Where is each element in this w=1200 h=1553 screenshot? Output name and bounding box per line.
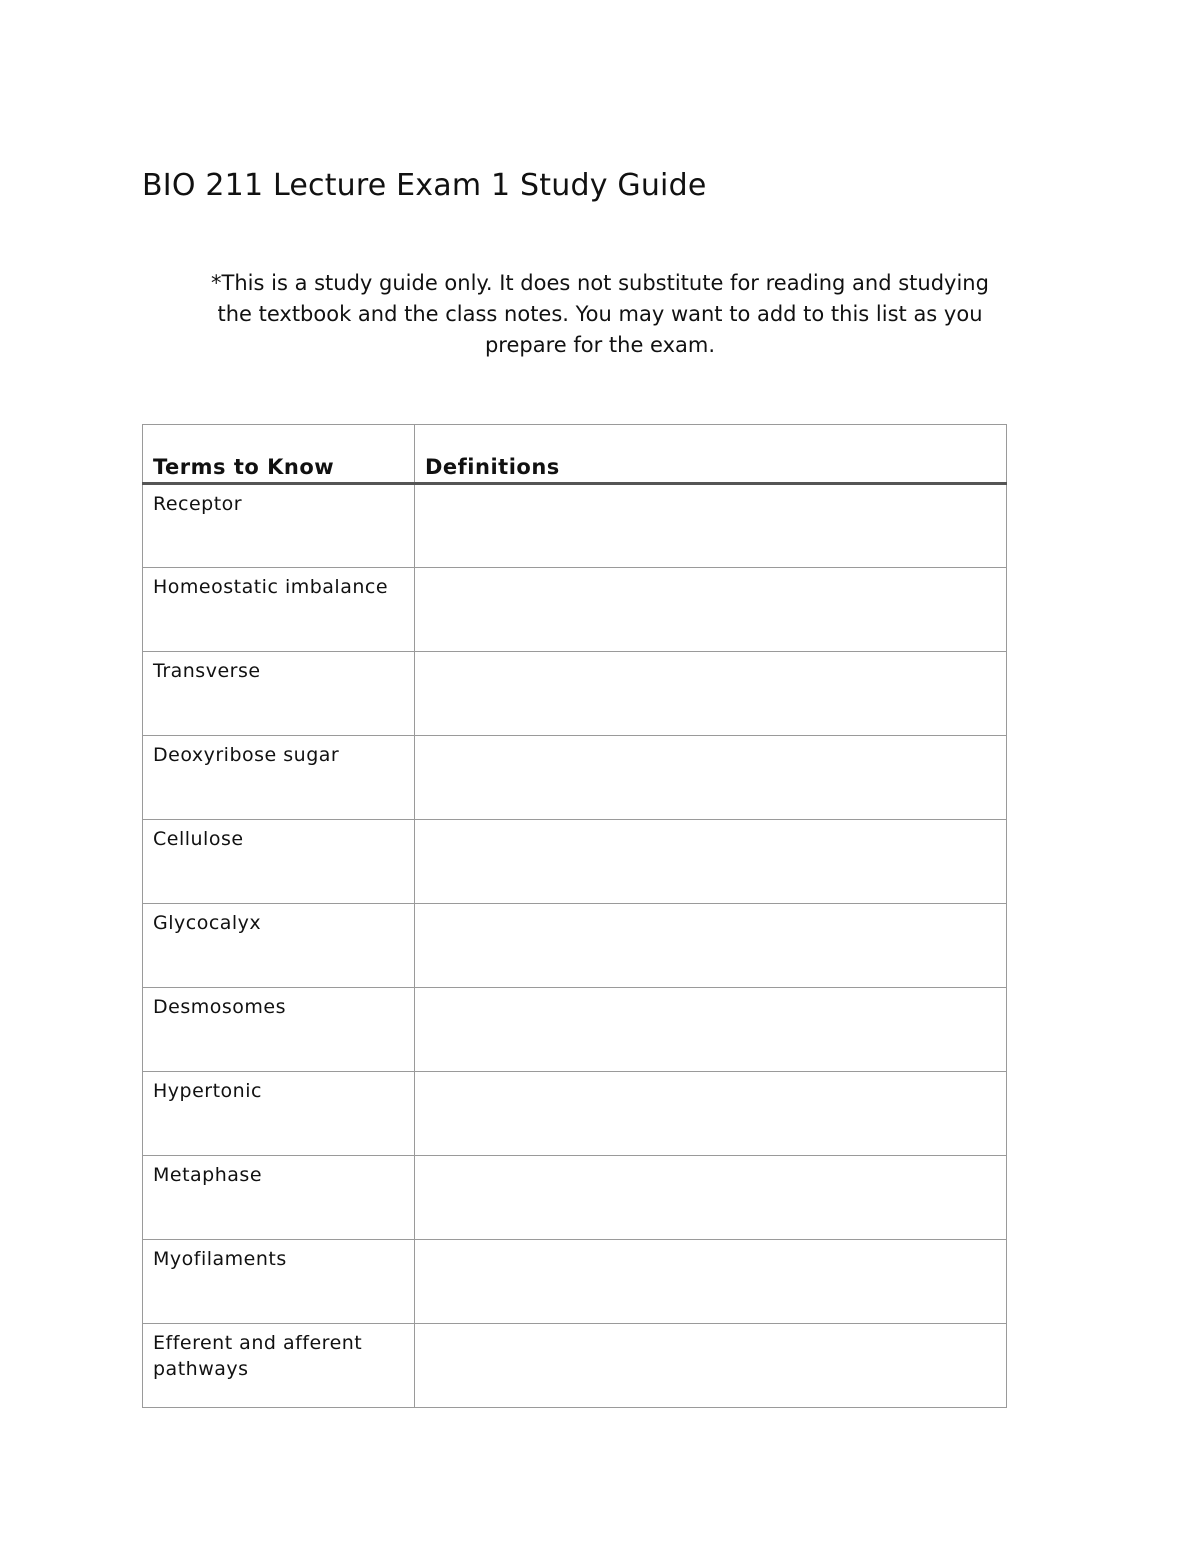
header-definitions: Definitions <box>415 425 1007 484</box>
table-row <box>143 1156 1007 1240</box>
table-row <box>143 1324 1007 1408</box>
term-cell: Efferent and afferent pathways <box>143 1324 415 1408</box>
definition-cell[interactable] <box>415 736 1007 820</box>
definition-cell[interactable] <box>415 1240 1007 1324</box>
table-row <box>143 568 1007 652</box>
term-cell: Metaphase <box>143 1156 415 1240</box>
page-title: BIO 211 Lecture Exam 1 Study Guide <box>142 168 707 203</box>
definition-cell[interactable] <box>415 652 1007 736</box>
definition-cell[interactable] <box>415 1072 1007 1156</box>
table-row <box>143 820 1007 904</box>
intro-line-3: prepare for the exam. <box>484 333 716 357</box>
table-row <box>143 904 1007 988</box>
definition-cell[interactable] <box>415 484 1007 568</box>
table-row <box>143 988 1007 1072</box>
term-cell: Deoxyribose sugar <box>143 736 415 820</box>
definition-cell[interactable] <box>415 1156 1007 1240</box>
header-terms: Terms to Know <box>143 425 415 484</box>
definition-cell[interactable] <box>415 568 1007 652</box>
term-cell: Transverse <box>143 652 415 736</box>
intro-line-2: the textbook and the class notes. You may want to add to this list as you <box>217 302 983 326</box>
term-cell: Glycocalyx <box>143 904 415 988</box>
intro-note <box>142 268 1058 361</box>
definition-cell[interactable] <box>415 988 1007 1072</box>
table-row <box>143 736 1007 820</box>
definition-cell[interactable] <box>415 820 1007 904</box>
term-cell: Homeostatic imbalance <box>143 568 415 652</box>
term-cell: Receptor <box>143 484 415 568</box>
table-row <box>143 484 1007 568</box>
definition-cell[interactable] <box>415 904 1007 988</box>
table-row <box>143 1072 1007 1156</box>
term-cell: Myofilaments <box>143 1240 415 1324</box>
definition-cell[interactable] <box>415 1324 1007 1408</box>
terms-table <box>142 424 1007 1408</box>
table-row <box>143 652 1007 736</box>
term-cell: Desmosomes <box>143 988 415 1072</box>
term-cell: Hypertonic <box>143 1072 415 1156</box>
term-cell: Cellulose <box>143 820 415 904</box>
table-header-row <box>143 425 1007 484</box>
intro-line-1: *This is a study guide only. It does not substitute for reading and studying <box>211 271 989 295</box>
table-row <box>143 1240 1007 1324</box>
